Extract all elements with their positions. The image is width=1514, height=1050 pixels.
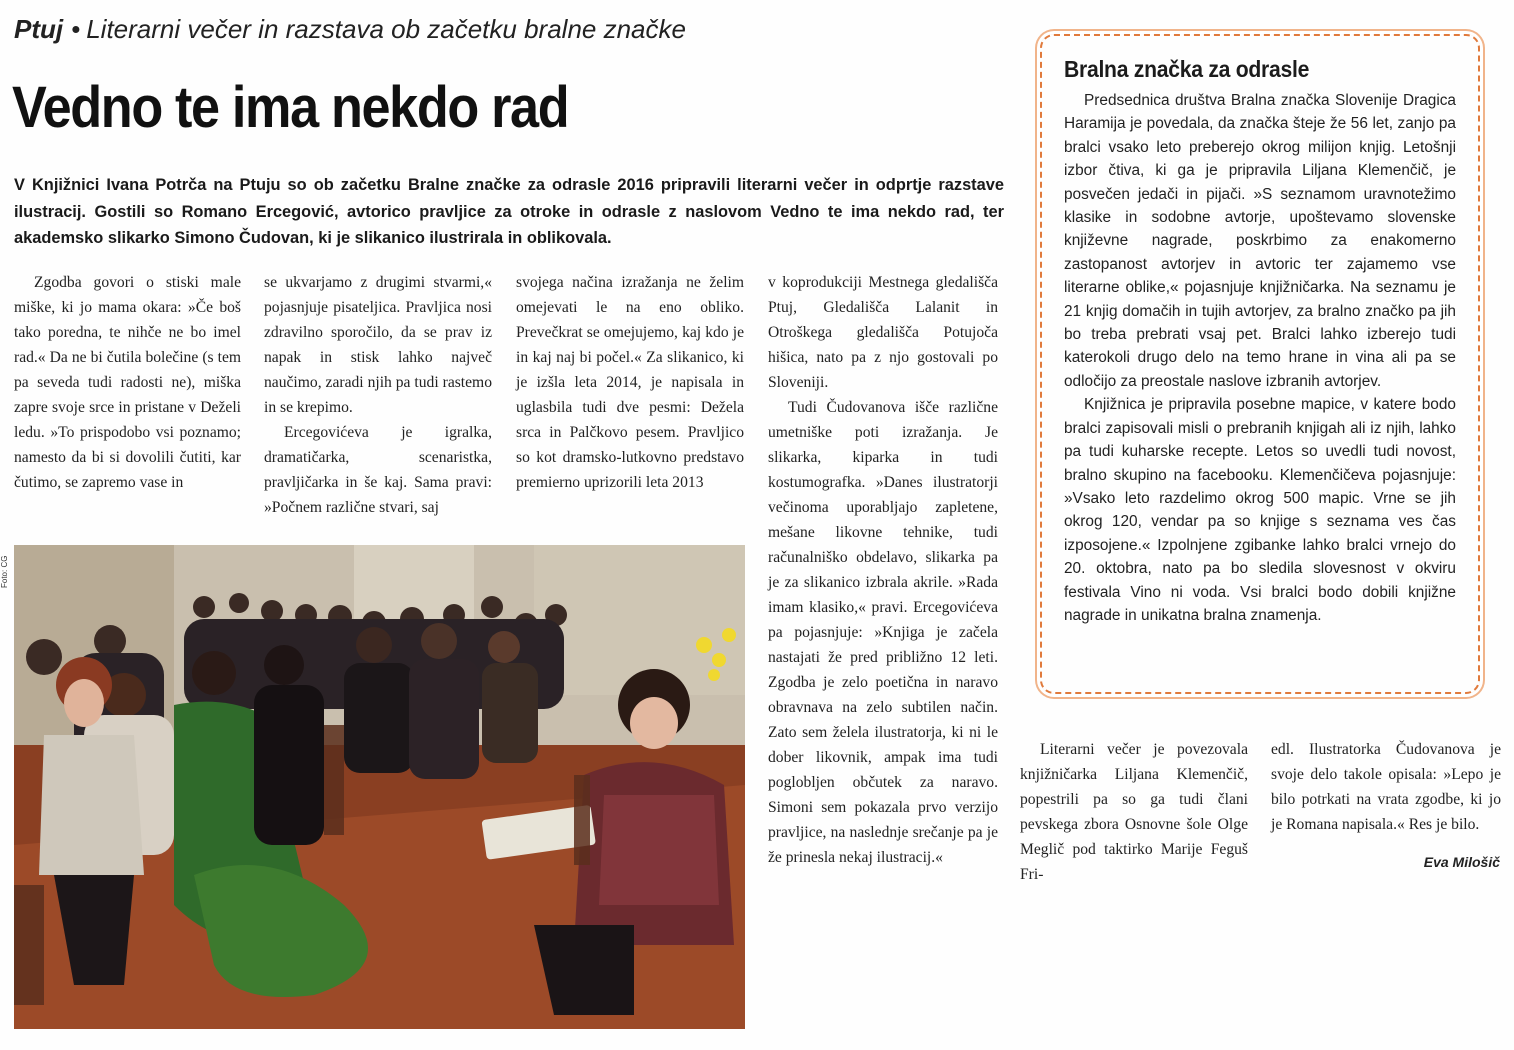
kicker-place: Ptuj	[14, 14, 64, 44]
article-lead: V Knjižnici Ivana Potrča na Ptuju so ob začetku Bralne značke za odrasle 2016 pripravili literarni večer in odprtje razstave ilustracij. Gostili so Romano Ercegović, avtorico pravljice za otroke in odrasle z naslovom Vedno te ima nekdo rad, ter akademsko slikarko Simono Čudovan, ki je slikanico ilustrirala in oblikovala.	[14, 176, 1004, 247]
article-column-4	[768, 270, 998, 870]
photo-credit: Foto: CG	[0, 555, 9, 588]
article-column-5	[1020, 737, 1248, 887]
column-1-paragraph: Zgodba govori o stiski male miške, ki jo mama okara: »Če boš tako poredna, te nihče ne bo imel rad.« Da ne bi čutila bolečine (s tem pa seveda tudi radosti ne), miška zapre svoje srce in pristane v Deželi ledu. »To prispodobo vsi poznamo; namesto da bi si dovolili čutiti, kar čutimo, se zapremo vase in	[14, 274, 241, 491]
author-byline: Eva Milošič	[1423, 854, 1500, 870]
column-5-paragraph: Literarni večer je povezovala knjižničarka Liljana Klemenčič, popestrili pa so ga tudi člani pevskega zbora Osnovne šole Olge Meglič pod taktirko Marije Feguš Fri-	[1020, 741, 1248, 883]
column-6-paragraph: edl. Ilustratorka Čudovanova je svoje delo takole opisala: »Lepo je bilo potrkati na vrata zgodbe, ki jo je Romana napisala.« Res je bilo.	[1271, 741, 1501, 833]
article-kicker	[14, 14, 914, 45]
column-2-paragraph-2: Ercegovićeva je igralka, dramatičarka, scenaristka, pravljičarka in še kaj. Sama pravi: »Počnem različne stvari, saj	[264, 424, 492, 516]
sidebar-paragraph-2: Knjižnica je pripravila posebne mapice, v katere bodo bralci zapisovali misli o prebranih knjigah ali iz njih, lahko pa tudi kuharske recepte. Letos so uvedli tudi novost, bralno skupino na facebooku. Klemenčičeva pojasnjuje: »Vsako leto razdelimo okrog 500 mapic. Vrne se jih okrog 120, vendar pa so knjige s seznama ves čas izposojene.« Izpolnjene zgibanke lahko bralci vrnejo do 20. oktobra, nato pa bo sledila slovesnost v okviru festivala Vino ni voda. Vsi bralci bodo dobili knjižne nagrade in unikatna bralna znamenja.	[1064, 396, 1456, 624]
column-3-paragraph: svojega načina izražanja ne želim omejevati le na eno obliko. Prevečkrat se omejujemo, kaj kdo je in kaj naj bi počel.« Za slikanico, ki je izšla leta 2014, je napisala in uglasbila tudi dve pesmi: Dežela srca in Palčkovo pesem. Pravljico so kot dramsko-lutkovno predstavo premierno uprizorili leta 2013	[516, 274, 744, 491]
kicker-bullet: •	[71, 14, 81, 44]
column-4-paragraph-2: Tudi Čudovanova išče različne umetniške poti izražanja. Je slikarka, kiparka in tudi kostumografka. »Danes ilustratorji večinoma uporabljajo zapletene, mešane likovne tehnike, tudi računalniško obdelavo, slikarka pa je za slikanico izbrala akrile. »Rada imam klasiko,« pravi. Ercegovićeva pa pojasnjuje: »Knjiga je začela nastajati že pred približno 12 leti. Zgodba je zelo poetična in naravo obravnava na zelo subtilen način. Zato sem želela ilustratorja, ki ni le dober likovnik, ampak ima tudi poglobljen občutek za naravo. Simoni sem pokazala prvo verzijo pravljice, na naslednje srečanje pa je že prinesla nekaj ilustracij.«	[768, 399, 998, 866]
kicker-title: Literarni večer in razstava ob začetku bralne značke	[86, 14, 686, 44]
sidebar-paragraph-1: Predsednica društva Bralna značka Slovenije Dragica Haramija je povedala, da značka šteje že 56 let, zanjo pa bralci vsako leto preberejo okrog milijon knjig. Letošnji izbor čtiva, ki ga je pripravila Liljana Klemenčič, je posvečen jedači in pijači. »S seznamom uravnotežimo klasike in sodobne avtorje, upoštevamo slovenske književne nagrade, poskrbimo za enakomerno zastopanost avtorjev in avtoric ter zajamemo vse literarne oblike,« pojasnjuje knjižničarka. Na seznamu je 21 knjig domačih in tujih avtorjev, za bralno značko pa jih bo treba prebrati vsaj pet. Bralci lahko izberejo tudi katerokoli drugo delo na temo hrane in vina ali pa se odločijo za preostale naslove izbranih avtorjev.	[1064, 92, 1456, 390]
column-4-paragraph-1: v koprodukciji Mestnega gledališča Ptuj, Gledališča Lalanit in Otroškega gledališča Potujoča hišica, nato pa z njo gostovali po Sloveniji.	[768, 274, 998, 391]
article-column-3	[516, 270, 744, 495]
article-column-1	[14, 270, 241, 495]
event-photo	[14, 545, 745, 1029]
sidebar-box	[1040, 34, 1480, 694]
article-headline: Vedno te ima nekdo rad	[12, 75, 569, 140]
column-2-paragraph-1: se ukvarjamo z drugimi stvarmi,« pojasnjuje pisateljica. Pravljica nosi zdravilno sporočilo, da se prav iz napak in stisk lahko največ naučimo, zaradi njih pa tudi rastemo in se krepimo.	[264, 274, 492, 416]
article-column-6	[1271, 737, 1501, 837]
audience-photo-illustration	[14, 545, 745, 1029]
article-column-2	[264, 270, 492, 520]
sidebar-title: Bralna značka za odrasle	[1064, 56, 1310, 82]
